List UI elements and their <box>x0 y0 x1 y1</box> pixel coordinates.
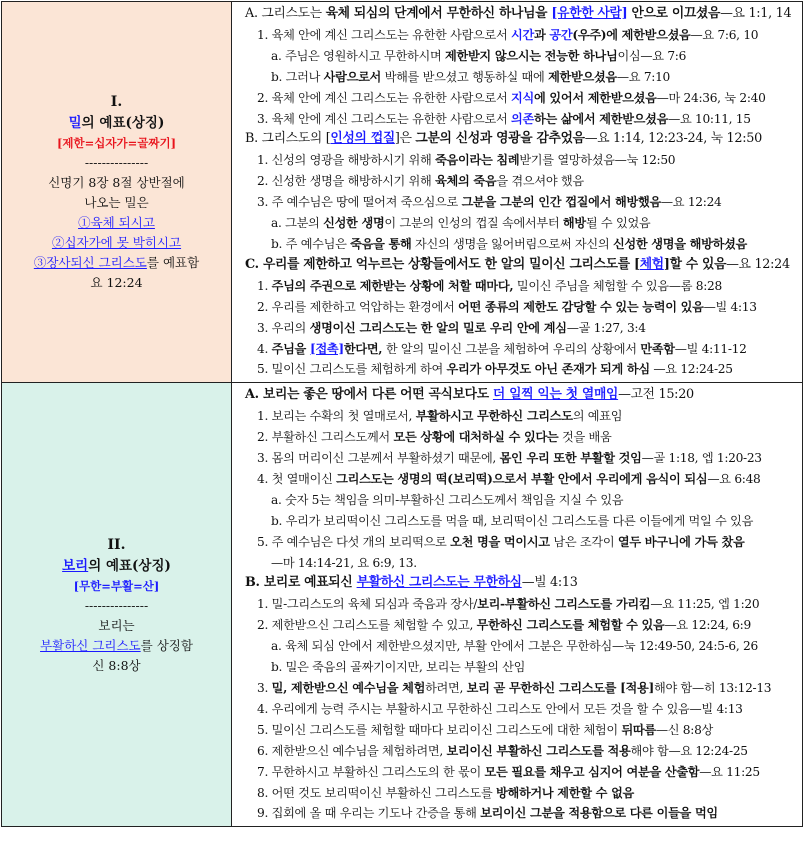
outline-line <box>237 469 802 490</box>
outline-text: 부활하시고 무한하신 그리스도 <box>415 409 573 424</box>
outline-text: 주님을 <box>271 341 310 356</box>
outline-text: 신성한 생명을 해방하셨음 <box>612 236 748 251</box>
outline-text: 안으로 이끄셨음 <box>627 6 721 21</box>
outline-line <box>237 803 802 824</box>
outline-text: —요 7:6, 10 <box>690 27 759 42</box>
outline-text: 남은 조각이 <box>549 534 618 549</box>
outline-text: 방해하거나 제한할 수 없음 <box>496 785 635 800</box>
outline-text: 하는 삶에서 제한받으셨음 <box>534 111 669 126</box>
outline-text: [접촉] <box>309 341 344 356</box>
title-rest: 의 예표(상징) <box>88 557 171 574</box>
title-rest: 의 예표(상징) <box>81 115 165 132</box>
outline-text: 3. <box>257 681 272 695</box>
outline-line <box>237 88 802 109</box>
outline-line <box>237 636 802 657</box>
outline-line <box>237 4 802 25</box>
outline-text: 보리-부활하신 그리스도를 가리킴 <box>477 597 651 612</box>
outline-text: 2. 신성한 생명을 해방하시기 위해 <box>257 174 436 189</box>
wheat-summary-cell <box>2 2 232 383</box>
outline-text: 육체의 죽음 <box>435 174 497 189</box>
outline-text: 어떤 종류의 제한도 감당할 수 있는 능력이 있음 <box>458 299 704 314</box>
barley-outline-cell <box>232 383 803 827</box>
outline-text: 2. 육체 안에 계신 그리스도는 유한한 사람으로서 <box>257 90 512 105</box>
section-number: II. <box>107 536 126 553</box>
outline-text: 과 <box>534 27 550 42</box>
outline-text: 모든 필요를 채우고 심지어 여분을 산출함 <box>484 764 700 779</box>
outline-line <box>237 699 802 720</box>
outline-text: —요 1:14, 12:23-24, 눅 12:50 <box>584 131 762 147</box>
outline-text: 부활하신 그리스도는 무한하심 <box>356 575 522 591</box>
outline-text: A. 보리는 좋은 땅에서 다른 어떤 곡식보다도 <box>245 387 493 403</box>
outline-text: 제한받지 않으시는 전능한 하나님 <box>445 48 618 63</box>
outline-text: —요 6:48 <box>707 471 761 486</box>
description-rest: 를 상징함 <box>140 637 193 653</box>
point-item-keyword: ③장사되신 그리스도 <box>33 255 147 271</box>
outline-text: 하려면, <box>425 681 467 695</box>
outline-text: 이 그분의 인성의 껍질 속에서부터 <box>384 216 563 231</box>
outline-line <box>237 150 802 171</box>
outline-text: —요 10:11, 15 <box>668 111 751 126</box>
outline-text: 4. <box>257 341 272 356</box>
outline-line <box>237 594 802 615</box>
outline-line <box>237 255 802 276</box>
outline-text: 만족함 <box>640 341 675 356</box>
outline-text: 보리이신 그분을 적용함으로 다른 이들을 먹임 <box>480 806 718 821</box>
divider: --------------- <box>84 155 149 171</box>
outline-text: 1. <box>257 278 272 293</box>
section-number: I. <box>110 94 123 111</box>
outline-line <box>237 109 802 130</box>
outline-text: a. 숫자 5는 책임을 의미-부활하신 그리스도께서 책임을 지실 수 있음 <box>271 492 624 507</box>
outline-text: 한 알의 밀이신 그분을 체험하여 우리의 상황에서 <box>382 341 641 356</box>
outline-text: 5. 밀이신 그리스도를 체험할 때마다 보리이신 그리스도에 대한 체험이 <box>257 722 622 737</box>
outline-line <box>237 532 802 553</box>
outline-text: A. 그리스도는 <box>245 6 326 21</box>
outline-text: 생명이신 그리스도는 한 알의 밀로 우리 안에 계심 <box>309 320 567 335</box>
outline-text: [유한한 사람] <box>551 6 628 21</box>
outline-text: B. 그리스도의 [ <box>245 131 331 147</box>
outline-text: 6. 제한받으신 예수님을 체험하려면, <box>257 743 447 758</box>
outline-text: 공간 <box>549 27 573 42</box>
outline-text: ]은 <box>394 131 416 147</box>
outline-line <box>237 318 802 339</box>
outline-text: 8. 어떤 것도 보리떡이신 부활하신 그리스도를 <box>257 785 496 800</box>
outline-line <box>237 511 802 532</box>
outline-line <box>237 339 802 360</box>
outline-text: —골 1:18, 엡 1:20-23 <box>641 451 762 466</box>
point-item <box>2 253 231 273</box>
outline-text: 1. 육체 안에 계신 그리스도는 유한한 사람으로서 <box>257 27 512 42</box>
outline-line <box>237 171 802 192</box>
outline-text: 3. 주 예수님은 땅에 떨어져 죽으심으로 <box>257 195 462 210</box>
outline-line <box>237 678 802 699</box>
outline-line <box>237 359 802 380</box>
outline-text: 그리스도는 생명의 떡(보리떡)으로서 부활 안에서 우리에게 음식이 되심 <box>336 471 708 486</box>
outline-text: 3. 우리의 <box>257 320 310 335</box>
outline-line <box>237 553 802 574</box>
outline-text: 1. 보리는 수확의 첫 열매로서, <box>257 409 416 424</box>
outline-text: 1. 밀-그리스도의 육체 되심과 죽음과 장사/ <box>257 597 478 612</box>
outline-text: 열두 바구니에 가득 찼음 <box>617 534 745 549</box>
point-item: ②십자가에 못 박히시고 <box>51 235 182 251</box>
outline-line <box>237 276 802 297</box>
outline-line <box>237 741 802 762</box>
outline-line <box>237 385 802 406</box>
outline-text: 받기를 열망하셨음—눅 12:50 <box>519 153 676 168</box>
outline-text: 을 겪으셔야 했음 <box>496 174 584 189</box>
outline-text: 2. 부활하신 그리스도께서 <box>257 430 394 445</box>
outline-table <box>1 1 803 827</box>
description-keyword: 부활하신 그리스도 <box>40 637 141 653</box>
outline-line <box>237 573 802 594</box>
outline-text: —요 7:10 <box>616 69 671 84</box>
outline-text: b. 그러나 <box>271 69 324 84</box>
divider: --------------- <box>84 597 149 613</box>
outline-line <box>237 657 802 678</box>
outline-text: —골 1:27, 3:4 <box>566 320 646 335</box>
outline-text: —마 14:14-21, 요 6:9, 13. <box>271 555 417 570</box>
section-row-wheat <box>2 2 803 383</box>
title-keyword: 밀 <box>68 115 82 132</box>
outline-text: 3. 육체 안에 계신 그리스도는 유한한 사람으로서 <box>257 111 512 126</box>
outline-text: 해야 함—히 13:12-13 <box>653 681 772 695</box>
outline-line <box>237 234 802 255</box>
scripture-reference: 신 8:8상 <box>92 657 141 673</box>
outline-text: b. 밀은 죽음의 골짜기이지만, 보리는 부활의 산임 <box>271 660 526 675</box>
section-subtitle: [제한=십자가=골짜기] <box>56 136 177 151</box>
outline-text: 4. 첫 열매이신 <box>257 471 337 486</box>
outline-line <box>237 129 802 150</box>
outline-line <box>237 762 802 783</box>
outline-text: —요 11:25 <box>699 764 760 779</box>
outline-text: (우주)에 제한받으셨음 <box>572 27 691 42</box>
outline-text: —요 12:24, 6:9 <box>664 618 751 633</box>
section-row-barley <box>2 383 803 827</box>
outline-text: 죽음이라는 침례 <box>435 153 520 168</box>
outline-text: 자신의 생명을 잃어버림으로써 자신의 <box>411 236 613 251</box>
outline-text: —요 12:24 <box>726 256 790 272</box>
description-line: 나오는 밀은 <box>84 195 149 211</box>
outline-text: 2. 제한받으신 그리스도를 체험할 수 있고, <box>257 618 477 633</box>
outline-text: 육체 되심의 단계에서 무한하신 하나님을 <box>325 6 552 21</box>
outline-text: —빌 4:13 <box>703 299 757 314</box>
outline-text: 될 수 있었음 <box>585 216 651 231</box>
outline-text: C. 우리를 제한하고 억누르는 상황들에서도 한 알의 밀이신 그리스도를 [ <box>245 256 640 272</box>
outline-text: 5. 주 예수님은 다섯 개의 보리떡으로 <box>257 534 451 549</box>
outline-text: 더 일찍 익는 첫 열매임 <box>492 387 619 403</box>
outline-text: 3. 몸의 머리이신 그분께서 부활하셨기 때문에, <box>257 451 500 466</box>
barley-summary-cell <box>2 383 232 827</box>
section-title <box>2 113 231 133</box>
outline-text: a. 그분의 <box>271 216 324 231</box>
outline-text: ]할 수 있음 <box>663 256 727 272</box>
outline-text: a. 육체 되심 안에서 제한받으셨지만, 부활 안에서 그분은 무한하심—눅 12:49-50, 24:5-6, 26 <box>271 639 758 654</box>
outline-text: a. 주님은 영원하시고 무한하시며 <box>271 48 445 63</box>
outline-line <box>237 448 802 469</box>
outline-text: 그분의 신성과 영광을 감추었음 <box>415 131 585 147</box>
outline-text: —신 8:8상 <box>655 722 713 737</box>
outline-text: 주님의 주권으로 제한받는 상황에 처할 때마다, <box>271 278 514 293</box>
outline-text: 보리이신 부활하신 그리스도를 적용 <box>446 743 631 758</box>
outline-text: 9. 집회에 올 때 우리는 기도나 간증을 통해 <box>257 806 481 821</box>
outline-line <box>237 25 802 46</box>
outline-text: 뒤따름 <box>621 722 656 737</box>
outline-text: 죽음을 통해 <box>350 236 412 251</box>
section-title <box>2 556 231 576</box>
outline-text: 해야 함—요 12:24-25 <box>630 743 748 758</box>
outline-text: 4. 우리에게 능력 주시는 부활하시고 무한하신 그리스도 안에서 모든 것을 할 수 있음—빌 4:13 <box>257 701 743 716</box>
outline-line <box>237 297 802 318</box>
outline-text: —요 11:25, 엡 1:20 <box>650 597 760 612</box>
outline-text: 몸인 우리 또한 부활할 것임 <box>499 451 642 466</box>
description-line: 신명기 8장 8절 상반절에 <box>48 175 185 191</box>
outline-text: —빌 4:13 <box>521 575 578 591</box>
outline-text: 보리 곧 무한하신 그리스도를 [적용] <box>466 681 654 695</box>
outline-text: 박해를 받으셨고 행동하실 때에 <box>381 69 549 84</box>
outline-text: 신성한 생명 <box>323 216 385 231</box>
outline-line <box>237 406 802 427</box>
outline-line <box>237 490 802 511</box>
description-line <box>2 636 231 656</box>
description-line: 보리는 <box>98 617 135 633</box>
outline-text: —요 1:1, 14 <box>720 6 792 21</box>
outline-text: 모든 상황에 대처하실 수 있다는 <box>393 430 559 445</box>
outline-line <box>237 783 802 804</box>
outline-text: 그분을 그분의 인간 껍질에서 해방했음 <box>461 195 661 210</box>
outline-line <box>237 46 802 67</box>
outline-text: 7. 무한하시고 부활하신 그리스도의 한 몫이 <box>257 764 485 779</box>
outline-text: 이심—요 7:6 <box>617 48 687 63</box>
outline-text: 무한하신 그리스도를 체험할 수 있음 <box>476 618 665 633</box>
outline-text: 2. 우리를 제한하고 억압하는 환경에서 <box>257 299 458 314</box>
outline-text: 의존 <box>511 111 534 126</box>
outline-text: 제한받으셨음 <box>548 69 617 84</box>
outline-line <box>237 213 802 234</box>
outline-text: 의 예표임 <box>572 409 623 424</box>
scripture-reference: 요 12:24 <box>90 275 143 291</box>
outline-text: —빌 4:11-12 <box>674 341 747 356</box>
outline-text: 인성의 껍질 <box>330 131 395 147</box>
outline-text: 해방 <box>562 216 586 231</box>
outline-text: 체험 <box>639 256 664 272</box>
wheat-outline-cell <box>232 2 803 383</box>
outline-text: 우리가 아무것도 아닌 존재가 되게 하심 <box>446 362 650 377</box>
outline-text: b. 우리가 보리떡이신 그리스도를 먹을 때, 보리떡이신 그리스도를 다른 이들에게 먹일 수 있음 <box>271 513 754 528</box>
outline-line <box>237 427 802 448</box>
outline-text: —고전 15:20 <box>618 387 694 403</box>
outline-line <box>237 720 802 741</box>
outline-text: 에 있어서 제한받으셨음 <box>534 90 657 105</box>
point-item-rest: 를 예표함 <box>146 255 200 271</box>
outline-text: 한다면, <box>343 341 383 356</box>
point-item: ①육체 되시고 <box>78 215 155 231</box>
outline-text: 오천 명을 먹이시고 <box>450 534 550 549</box>
outline-text: 1. 신성의 영광을 해방하시기 위해 <box>257 153 436 168</box>
outline-text: 것을 배움 <box>558 430 612 445</box>
title-keyword: 보리 <box>62 557 89 574</box>
outline-text: —요 12:24 <box>660 195 722 210</box>
outline-text: —요 12:24-25 <box>649 362 733 377</box>
outline-text: —마 24:36, 눅 2:40 <box>656 90 766 105</box>
outline-text: 시간 <box>511 27 534 42</box>
outline-text: 5. 밀이신 그리스도를 체험하게 하여 <box>257 362 447 377</box>
outline-text: 밀, 제한받으신 예수님을 체험 <box>271 681 426 695</box>
outline-line <box>237 615 802 636</box>
outline-text: 밀이신 주님을 체험할 수 있음—롬 8:28 <box>513 278 722 293</box>
outline-text: 사람으로서 <box>323 69 382 84</box>
outline-line <box>237 192 802 213</box>
outline-text: 지식 <box>511 90 534 105</box>
section-subtitle: [무한=부활=산] <box>73 578 160 593</box>
outline-text: B. 보리로 예표되신 <box>245 575 357 591</box>
outline-text: b. 주 예수님은 <box>271 236 351 251</box>
outline-line <box>237 67 802 88</box>
